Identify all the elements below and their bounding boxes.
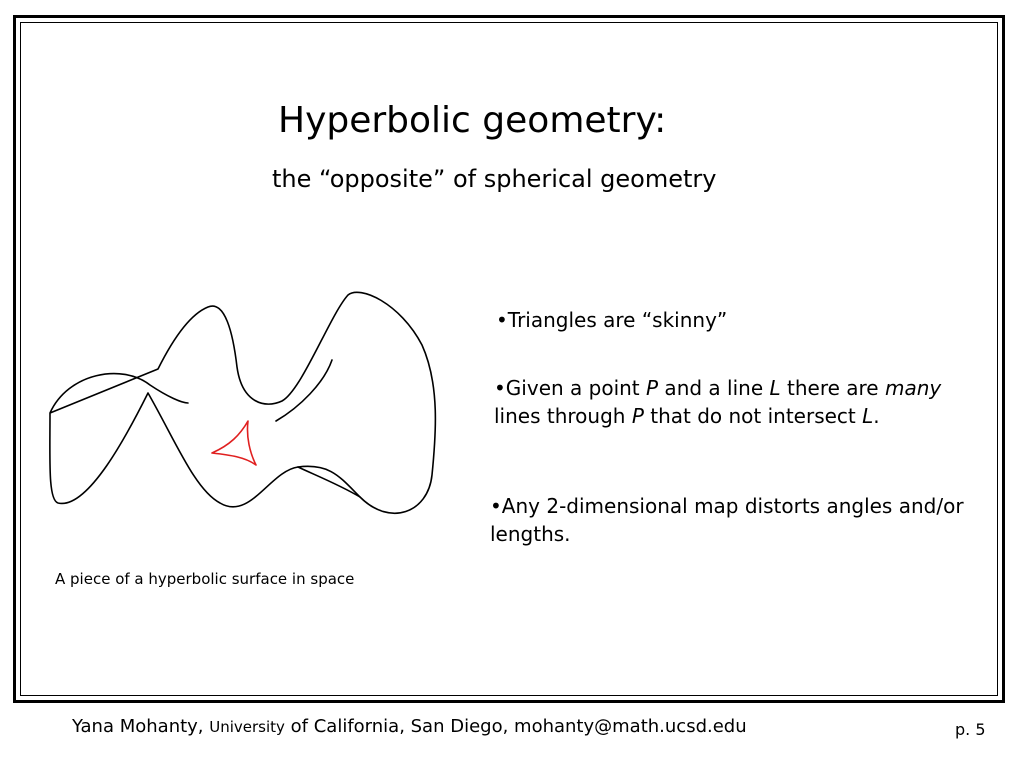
surface-outline [50, 292, 436, 513]
point-p: P [646, 376, 659, 400]
footer-university-word: University [209, 718, 285, 736]
bullet-text: . [873, 404, 880, 428]
bullet-text: that do not intersect [643, 404, 863, 428]
bullet-map-distortion: •Any 2-dimensional map distorts angles and/or lengths. [490, 494, 964, 546]
slide-title: Hyperbolic geometry: [278, 100, 667, 141]
bullet-parallel-lines [494, 374, 964, 430]
bullet-skinny-triangles: •Triangles are “skinny” [496, 308, 728, 332]
bullet-text: there are [780, 376, 885, 400]
hyperbolic-triangle [212, 421, 256, 465]
hyperbolic-surface-figure [40, 285, 440, 530]
bullet-text: lines through [494, 404, 632, 428]
line-l: L [862, 404, 874, 428]
footer-affiliation: of California, San Diego, mohanty@math.ucsd.edu [284, 716, 747, 737]
page-number: p. 5 [955, 720, 986, 739]
point-p: P [631, 404, 644, 428]
bullet-text: and a line [658, 376, 770, 400]
footer-author: Yana Mohanty, [72, 716, 210, 737]
bullet-text: •Given a point [494, 376, 647, 400]
surface-fold-right [276, 360, 332, 421]
emphasis-many: many [884, 376, 942, 400]
footer-credit [72, 716, 747, 737]
figure-caption: A piece of a hyperbolic surface in space [55, 570, 355, 588]
line-l: L [769, 376, 781, 400]
surface-fold-lower [298, 467, 360, 497]
slide-subtitle: the “opposite” of spherical geometry [272, 165, 717, 193]
